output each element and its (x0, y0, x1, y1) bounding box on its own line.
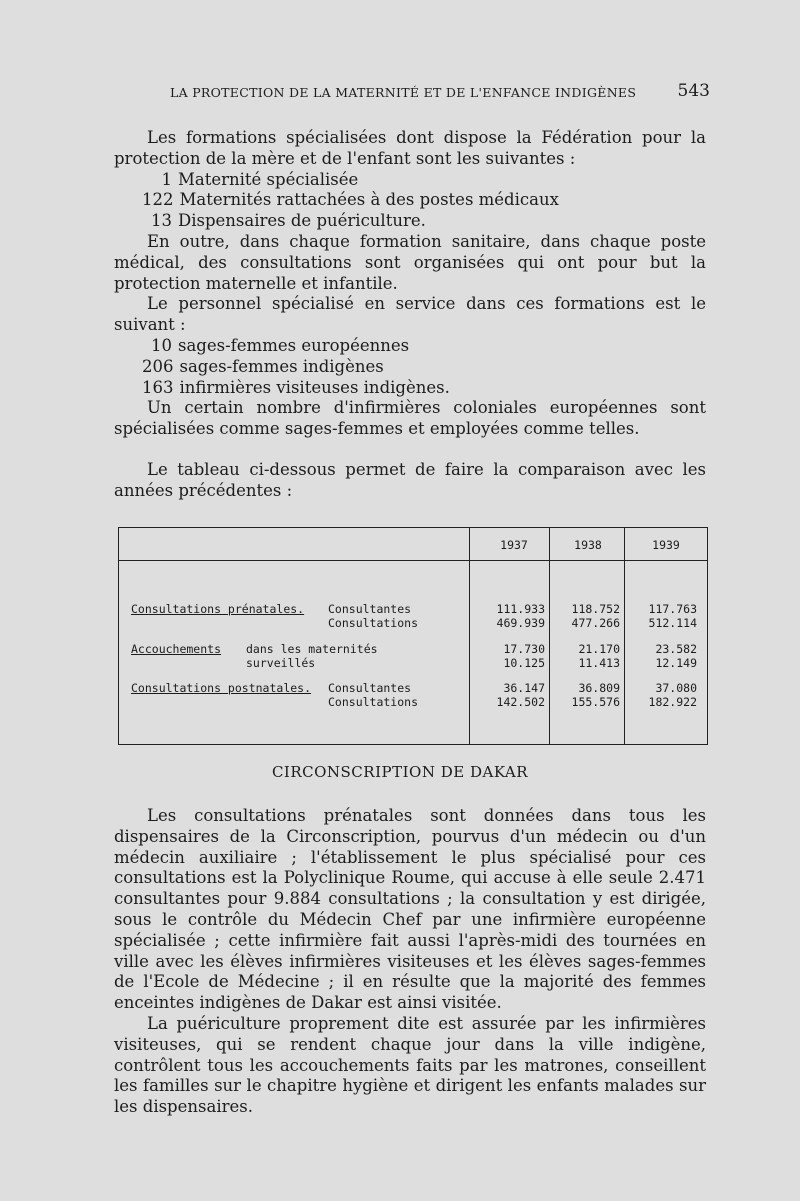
table-cell: 21.170 (578, 642, 620, 656)
table-cell: 36.147 (503, 681, 545, 695)
intro-text (114, 128, 706, 502)
running-header (170, 81, 710, 101)
row-label: dans les maternités (246, 642, 378, 656)
list-item: 206 sages-femmes indigènes (142, 356, 384, 376)
table-cell: 36.809 (578, 681, 620, 695)
list-item: 10 sages-femmes européennes (151, 335, 410, 355)
table-cell: 182.922 (648, 695, 697, 709)
table-cell: 17.730 (503, 642, 545, 656)
intro-paragraph-5: Le tableau ci-dessous permet de faire la comparaison avec les années précédentes : (114, 459, 706, 500)
section-text (114, 806, 706, 1118)
row-label: Consultations (328, 695, 419, 709)
table-cell: 477.266 (571, 616, 620, 630)
table-cell: 37.080 (655, 681, 697, 695)
intro-paragraph-4: Un certain nombre d'infirmières coloniales européennes sont spécialisées comme sages-femmes et employées comme telles. (114, 398, 706, 439)
row-label: surveillés (246, 656, 316, 670)
list-item: 122 Maternités rattachées à des postes médicaux (142, 190, 559, 210)
row-label: Consultations (328, 616, 419, 630)
section-paragraph-2: La puériculture proprement dite est assurée par les infirmières visiteuses, qui se rendent chaque jour dans la ville indigène, contrôlent tous les accouchements faits par les matrones, conseillent les familles sur le chapitre hygiène et dirigent les enfants malades sur les dispensaires. (114, 1013, 706, 1117)
facilities-list (114, 170, 706, 232)
table-cell: 142.502 (496, 695, 545, 709)
list-item: 13 Dispensaires de puériculture. (151, 211, 426, 231)
staff-list (114, 336, 706, 398)
year-header: 1937 (500, 538, 528, 552)
table-cell: 111.933 (496, 602, 545, 616)
row-label: Consultantes (328, 681, 412, 695)
table-cell: 11.413 (578, 656, 620, 670)
year-header: 1938 (574, 538, 602, 552)
table-cell: 10.125 (503, 656, 545, 670)
table-cell: 23.582 (655, 642, 697, 656)
list-item: 163 infirmières visiteuses indigènes. (142, 377, 450, 397)
year-header: 1939 (652, 538, 680, 552)
table-cell: 512.114 (648, 616, 697, 630)
comparison-table (118, 527, 708, 745)
table-cell: 469.939 (496, 616, 545, 630)
row-label: Consultantes (328, 602, 412, 616)
running-title: LA PROTECTION DE LA MATERNITÉ ET DE L'ENFANCE INDIGÈNES (170, 85, 637, 100)
intro-paragraph-3: Le personnel spécialisé en service dans ces formations est le suivant : (114, 294, 706, 335)
list-item: 1 Maternité spécialisée (161, 169, 359, 189)
page-number: 543 (677, 81, 710, 101)
table-cell: 117.763 (648, 602, 697, 616)
intro-paragraph-1: Les formations spécialisées dont dispose la Fédération pour la protection de la mère et de l'enfant sont les suivantes : (114, 128, 706, 168)
section-title: CIRCONSCRIPTION DE DAKAR (271, 763, 529, 781)
section-paragraph-1: Les consultations prénatales sont données dans tous les dispensaires de la Circonscription, pourvus d'un médecin ou d'un médecin auxiliaire ; l'établissement le plus spécialisé pour ces consultations est la Polyclinique Roume, qui accuse à elle seule 2.471 consultantes pour 9.884 consultations ; la consultation y est dirigée, sous le contrôle du Médecin Chef par une infirmière européenne spécialisée ; cette infirmière fait aussi l'après-midi des tournées en ville avec les élèves infirmières visiteuses et les élèves sages-femmes de l'Ecole de Médecine ; il en résulte que la majorité des femmes enceintes indigènes de Dakar est ainsi visitée. (114, 806, 706, 1013)
group-title: Consultations prénatales. (131, 602, 305, 616)
table-cell: 12.149 (655, 656, 697, 670)
group-title: Accouchements (131, 642, 222, 656)
intro-paragraph-2: En outre, dans chaque formation sanitaire, dans chaque poste médical, des consultations sont organisées qui ont pour but la protection maternelle et infantile. (114, 231, 706, 293)
group-title: Consultations postnatales. (131, 681, 312, 695)
table-cell: 118.752 (571, 602, 620, 616)
table-cell: 155.576 (571, 695, 620, 709)
